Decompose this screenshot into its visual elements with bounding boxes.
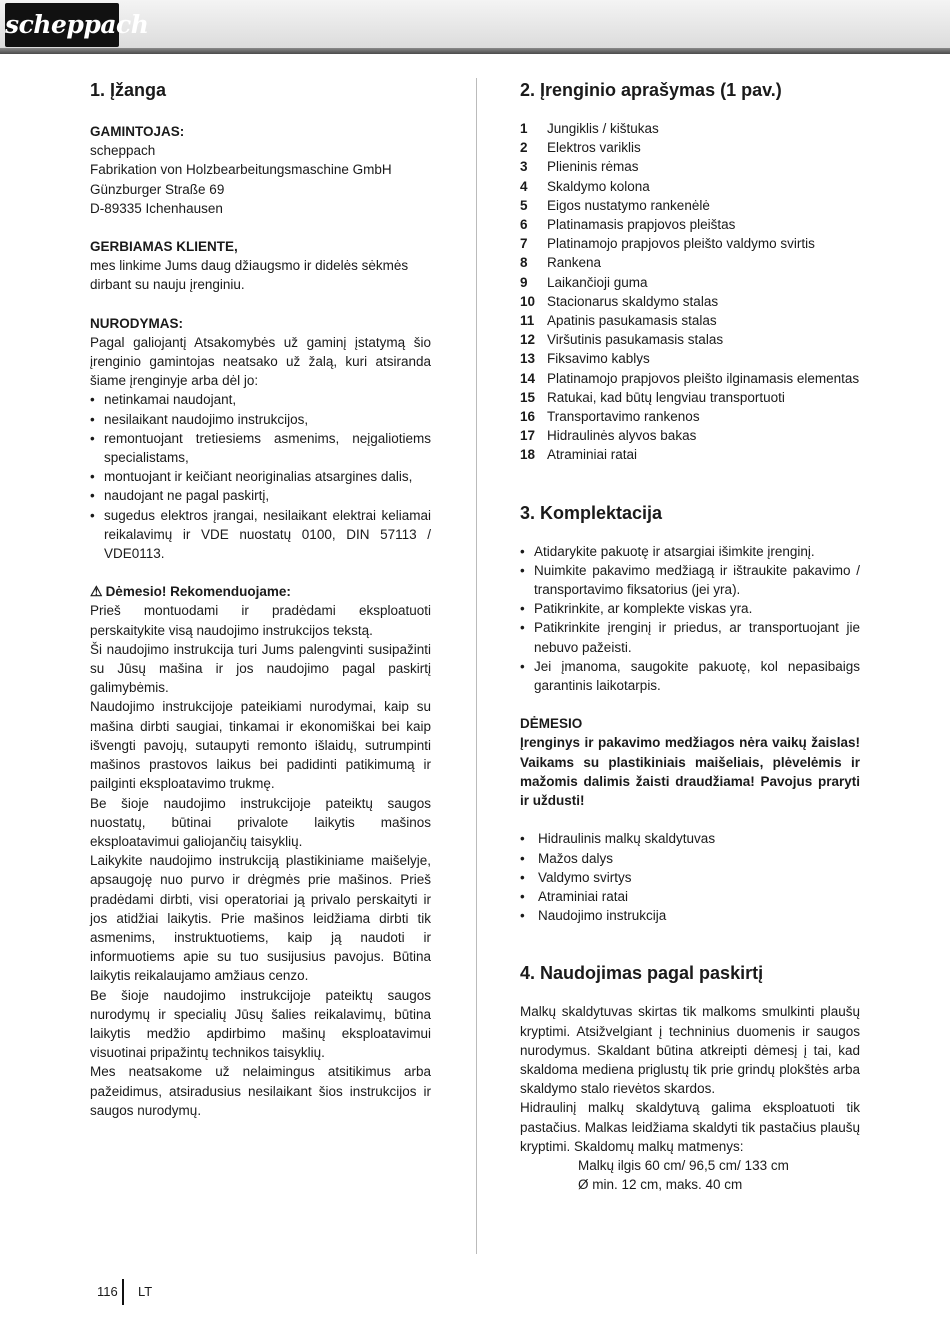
page-number: 116 [97,1284,118,1299]
part-number: 2 [520,140,528,156]
kit-title: 3. Komplektacija [520,502,663,523]
list-item: • Patikrinkite įrenginį ir priedus, ar transportuojant jie nebuvo pažeisti. [520,618,860,656]
part-number: 14 [520,370,536,386]
part-label: Platinamasis prapjovos pleištas [547,217,736,233]
list-item: • Nuimkite pakavimo medžiagą ir ištraukite pakavimo / transportavimo fiksatorius (jei yra). [520,561,860,599]
note-heading: NURODYMAS: [90,315,183,331]
column-divider [476,78,477,1254]
list-item: • Naudojimo instrukcija [520,906,860,925]
list-item [520,196,860,215]
part-number: 1 [520,121,528,136]
part-label: Plieninis rėmas [547,159,639,175]
part-label: Jungiklis / kištukas [547,121,659,136]
list-item [520,292,860,311]
greeting-line: dirbant su nauju įrenginiu. [90,277,245,293]
part-label: Platinamojo prapjovos pleišto valdymo svirtis [547,236,815,252]
part-number: 10 [520,293,536,309]
list-item: • naudojant ne pagal paskirtį, [90,486,431,505]
list-item: • remontuojant tretiesiems asmenims, neįgaliotiems specialistams, [90,429,431,467]
list-item: • Atraminiai ratai [520,887,860,906]
warning-icon: ⚠ [90,583,103,600]
list-item [520,330,860,349]
attention-paragraph: Prieš montuodami ir pradėdami eksploatuoti perskaitykite visą naudojimo instrukcijos tekstą. [90,603,431,638]
part-label: Apatinis pasukamasis stalas [547,313,717,329]
part-number: 5 [520,197,528,213]
caution-text: Įrenginys ir pakavimo medžiagos nėra vaikų žaislas! Vaikams su plastikiniais maišeliais, plėvelėmis ir mažomis dalimis žaisti draudžiama! Pavojus praryti ir uždusti! [520,735,860,809]
list-item: • Atidarykite pakuotę ir atsargiai išimkite įrenginį. [520,542,860,561]
part-label: Skaldymo kolona [547,178,650,194]
list-item: • Valdymo svirtys [520,868,860,887]
kit-list [520,542,860,696]
part-number: 7 [520,236,528,252]
list-item [520,388,860,407]
part-number: 3 [520,159,528,175]
list-item [520,157,860,176]
list-item: • Patikrinkite, ar komplekte viskas yra. [520,599,860,618]
contents-list [520,829,860,925]
part-label: Eigos nustatymo rankenėlė [547,197,710,213]
attention-paragraph: Be šioje naudojimo instrukcijoje pateiktų saugos nurodymų ir specialių Jūsų šalies reikalavimų, būtina laikytis medžio apdirbimo mašinų eksploatavimui visuotinai pripažintų technikos taisyklių. [90,987,431,1061]
list-item: • netinkamai naudojant, [90,390,431,409]
part-number: 17 [520,428,536,444]
part-label: Atraminiai ratai [547,447,638,463]
part-number: 6 [520,217,528,233]
note-text: Pagal galiojantį Atsakomybės už gaminį įstatymą šio įrenginio gamintojas neatsako už žalą, kuri atsiranda šiame įrenginyje arba dėl jo: [90,334,431,389]
parts-list [520,119,860,465]
part-number: 9 [520,274,528,290]
attention-paragraph: Laikykite naudojimo instrukciją plastikiniame maišelyje, apsaugoję nuo purvo ir drėgmės prie mašinos. Prieš pradėdami dirbti, visi operatoriai ją privalo perskaityti ir jos atidžiai laikytis. Prie mašinos leidžiama dirbti tik asmenims, instruktuotiems, kaip ją naudoti ir informuotiems apie su tuo susijusius pavojus. Būtina laikytis reikalaujamo amžiaus cenzo. [90,853,431,984]
list-item: • Jei įmanoma, saugokite pakuotę, kol nepasibaigs garantinis laikotarpis. [520,657,860,695]
list-item [520,426,860,445]
description-title: 2. Įrenginio aprašymas (1 pav.) [520,80,782,100]
list-item [520,119,860,138]
part-label: Viršutinis pasukamasis stalas [547,332,724,348]
language-code: LT [138,1284,153,1299]
part-number: 18 [520,447,536,463]
list-item: • nesilaikant naudojimo instrukcijos, [90,410,431,429]
attention-paragraph: Be šioje naudojimo instrukcijoje pateiktų saugos nuostatų, būtinai privalote laikytis mašinos eksploatavimui galiojančių taisyklių. [90,795,431,849]
intro-title: 1. Įžanga [90,80,167,100]
part-label: Ratukai, kad būtų lengviau transportuoti [547,389,785,405]
list-item: • montuojant ir keičiant neoriginalias atsargines dalis, [90,467,431,486]
list-item [520,234,860,253]
part-number: 11 [520,313,535,329]
part-label: Transportavimo rankenos [547,409,700,425]
part-label: Rankena [547,255,602,271]
attention-heading: Dėmesio! Rekomenduojame: [105,584,291,600]
page-header [0,0,950,48]
part-number: 12 [520,332,536,348]
list-item: • Mažos dalys [520,849,860,868]
part-number: 15 [520,389,536,405]
manufacturer-line: Fabrikation von Holzbearbeitungsmaschine GmbH [90,162,392,178]
manufacturer-line: scheppach [90,143,156,159]
attention-paragraph: Mes neatsakome už nelaimingus atsitikimus arba pažeidimus, atsiradusius nesilaikant šios instrukcijos ir saugos nurodymų. [90,1064,431,1118]
caution-heading: DĖMESIO [520,716,583,732]
part-number: 16 [520,409,536,425]
part-number: 13 [520,351,536,367]
list-item [520,177,860,196]
right-column [520,78,860,1194]
part-label: Fiksavimo kablys [547,351,650,367]
part-number: 4 [520,178,528,194]
list-item [520,349,860,368]
attention-heading-row [90,582,431,601]
list-item [520,445,860,464]
manufacturer-heading: GAMINTOJAS: [90,124,185,139]
note-list [90,390,431,563]
brand-logo: scheppach [5,3,119,47]
list-item: • Hidraulinis malkų skaldytuvas [520,829,860,848]
attention-paragraph: Ši naudojimo instrukcija turi Jums palengvinti susipažinti su Jūsų mašina ir jos naudojimo pagal paskirtį galimybėmis. [90,641,431,696]
greeting-heading: GERBIAMAS KLIENTE, [90,239,238,255]
manufacturer-line: D-89335 Ichenhausen [90,200,223,216]
footer-divider [122,1279,124,1305]
use-paragraph: Hidraulinį malkų skaldytuvą galima eksploatuoti tik pastačius. Malkas leidžiama skaldyti tik pastačius plaušų kryptimi. Skaldomų malkų matmenys: [520,1100,860,1154]
part-label: Elektros variklis [547,140,641,156]
list-item [520,369,860,388]
list-item [520,215,860,234]
use-title: 4. Naudojimas pagal paskirtį [520,963,764,984]
part-label: Platinamojo prapjovos pleišto ilginamasis elementas [547,370,860,386]
list-item [520,253,860,272]
list-item [520,311,860,330]
list-item: • sugedus elektros įrangai, nesilaikant elektrai keliamai reikalavimų ir VDE nuostatų 0100, DIN 57113 / VDE0113. [90,506,431,564]
part-number: 8 [520,255,528,271]
attention-paragraph: Naudojimo instrukcijoje pateikiami nurodymai, kaip su mašina dirbti saugiai, tinkamai ir ekonomiškai bei kaip išvengti pavojų, sutaupyti remonto išlaidų, sutrumpinti mašinos prastovos laikus bei padidinti patikimumą ir pailginti eksploatavimo trukmę. [90,699,431,792]
dimension-line: Ø min. 12 cm, maks. 40 cm [578,1177,743,1193]
list-item [520,407,860,426]
dimension-line: Malkų ilgis 60 cm/ 96,5 cm/ 133 cm [578,1157,789,1173]
greeting-line: mes linkime Jums daug džiaugsmo ir didelės sėkmės [90,258,409,274]
part-label: Hidraulinės alyvos bakas [547,428,697,444]
left-column [90,78,431,1120]
manufacturer-line: Günzburger Straße 69 [90,181,225,197]
use-paragraph: Malkų skaldytuvas skirtas tik malkoms smulkinti plaušų kryptimi. Atsižvelgiant į techninius duomenis ir saugos nurodymus. Skaldant būtina atkreipti dėmesį į tai, kad skaldoma mediena priglustų tik prie grindų plokštės arba skaldymo stalo rievėtos skardos. [520,1004,860,1097]
list-item [520,273,860,292]
part-label: Stacionarus skaldymo stalas [547,293,719,309]
part-label: Laikančioji guma [547,274,648,290]
list-item [520,138,860,157]
header-bar [0,48,950,54]
